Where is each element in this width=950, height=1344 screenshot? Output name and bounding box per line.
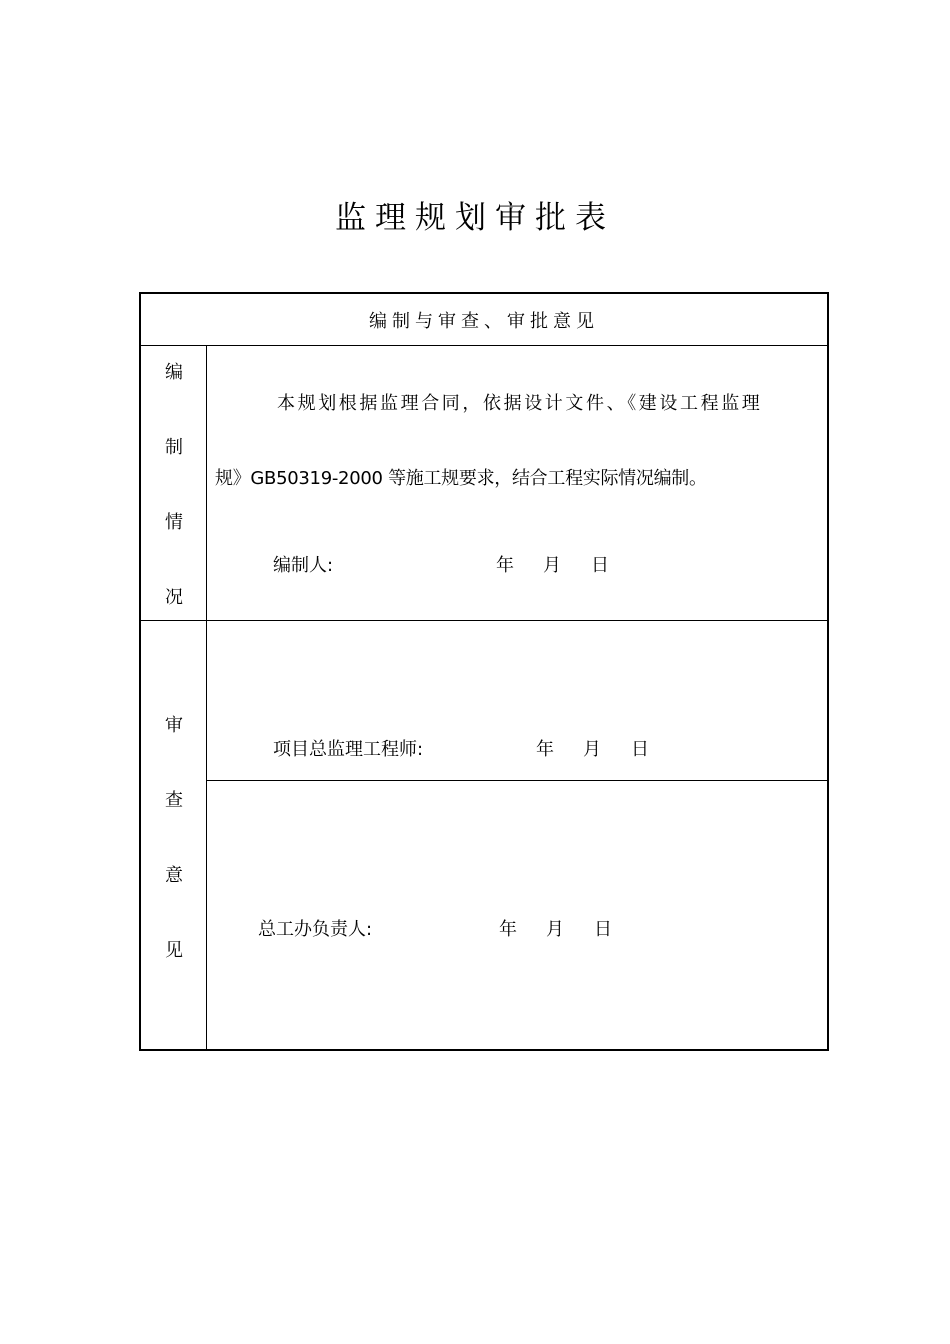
head-office-signer-label: 总工办负责人: — [258, 919, 373, 940]
section-divider — [141, 620, 827, 621]
page-title: 监理规划审批表 — [335, 200, 615, 236]
review-label-char: 审 — [165, 715, 183, 736]
date-year-label: 年 — [499, 919, 517, 940]
header-divider — [141, 345, 827, 346]
compile-body-line-1: 本规划根据监理合同，依据设计文件、《建设工程监理 — [277, 393, 763, 414]
review-label-char: 见 — [165, 940, 183, 961]
compiler-signer-label: 编制人: — [273, 555, 334, 576]
date-day-label: 日 — [591, 555, 609, 576]
compile-label-char: 制 — [165, 437, 183, 458]
date-month-label: 月 — [543, 555, 561, 576]
date-month-label: 月 — [583, 739, 601, 760]
compile-label-char: 情 — [165, 512, 183, 533]
compile-body-line-2: 规》GB50319-2000 等施工规要求，结合工程实际情况编制。 — [215, 468, 707, 489]
form-header: 编制与审查、审批意见 — [369, 311, 599, 332]
review-label-char: 意 — [165, 865, 183, 886]
compile-label-char: 编 — [165, 362, 183, 383]
date-year-label: 年 — [496, 555, 514, 576]
review-label-char: 查 — [165, 790, 183, 811]
date-day-label: 日 — [631, 739, 649, 760]
date-day-label: 日 — [594, 919, 612, 940]
date-year-label: 年 — [536, 739, 554, 760]
approval-form-table — [139, 292, 829, 1051]
chief-engineer-signer-label: 项目总监理工程师: — [273, 739, 424, 760]
compile-label-char: 况 — [165, 587, 183, 608]
date-month-label: 月 — [546, 919, 564, 940]
review-subdivider — [207, 780, 827, 781]
